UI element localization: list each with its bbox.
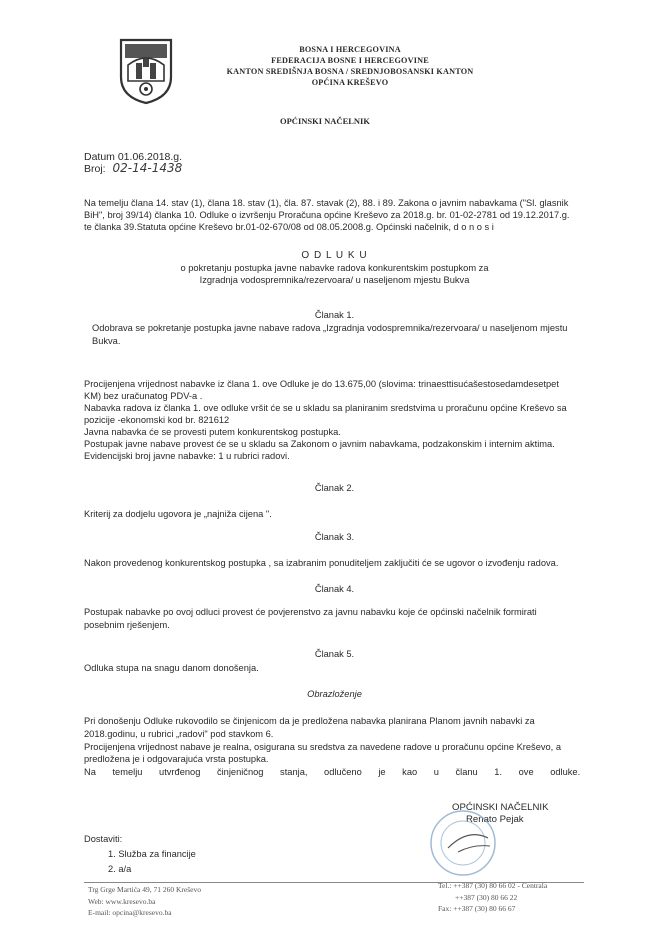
- article-4-text: posebnim rješenjem.: [84, 620, 170, 630]
- article-2-text: Kriterij za dodjelu ugovora je „najniža cijena ".: [84, 509, 272, 519]
- article-3-heading: Članak 3.: [314, 532, 355, 542]
- preamble-line: te članka 39.Statuta općine Kreševo br.01-02-670/08 od 08.05.2008.g. Općinski načelnik, d o n o s i: [84, 222, 494, 232]
- body-line: pozicije -ekonomski kod br. 821612: [84, 415, 230, 425]
- footer-phone: ++387 (30) 80 66 22: [455, 893, 518, 902]
- distribution-item: 2. a/a: [108, 864, 132, 874]
- rationale-line: Procijenjena vrijednost nabave je realna, osigurana su sredstva za navedene radove u proračunu općine Kreševo, a: [84, 742, 562, 752]
- decision-subtitle: o pokretanju postupka javne nabavke radova konkurentskim postupkom za: [180, 263, 489, 273]
- official-stamp: [428, 808, 498, 878]
- signature-title: OPĆINSKI NAČELNIK: [452, 802, 549, 813]
- document-number-label: Broj:: [84, 163, 106, 175]
- article-1-text: Bukva.: [92, 336, 121, 346]
- distribution-label: Dostaviti:: [84, 834, 123, 844]
- article-4-heading: Članak 4.: [314, 584, 355, 594]
- letterhead-federation: FEDERACIJA BOSNE I HERCEGOVINE: [271, 56, 429, 65]
- body-line: Evidencijski broj javne nabavke: 1 u rubrici radovi.: [84, 451, 290, 461]
- letterhead: [150, 44, 550, 88]
- rationale-line: Pri donošenju Odluke rukovodilo se činjenicom da je predložena nabavka planirana Planom javnih nabavki za: [84, 716, 535, 726]
- distribution-item: 1. Služba za financije: [108, 849, 196, 859]
- body-line: Postupak javne nabave provest će se u skladu sa Zakonom o javnim nabavkama, podzakonskim i internim aktima.: [84, 439, 555, 449]
- rationale-heading: Obrazloženje: [307, 689, 362, 699]
- article-1-heading: Članak 1.: [314, 310, 355, 320]
- preamble-line: BiH", broj 39/14) članka 10. Odluke o izvršenju Proračuna općine Kreševo za 2018.g. br. 01-02-2781 od 19.12.2017.g.: [84, 210, 570, 220]
- body-line: Procijenjena vrijednost nabavke iz člana 1. ove Odluke je do 13.675,00 (slovima: trinaesttisućašestosedamdesetpet: [84, 379, 559, 389]
- article-5-heading: Članak 5.: [314, 649, 355, 659]
- footer-phone: Tel.: ++387 (30) 80 66 02 - Centrala: [438, 881, 548, 890]
- body-line: Javna nabavka će se provesti putem konkurentskog postupka.: [84, 427, 341, 437]
- document-date: Datum 01.06.2018.g.: [84, 151, 183, 163]
- article-5-text: Odluka stupa na snagu danom donošenja.: [84, 663, 259, 673]
- article-2-heading: Članak 2.: [314, 483, 355, 493]
- article-4-text: Postupak nabavke po ovoj odluci provest će povjerenstvo za javnu nabavku koje će općinski načelnik formirati: [84, 607, 537, 617]
- office-title: OPĆINSKI NAČELNIK: [280, 116, 370, 126]
- decision-subtitle: Izgradnja vodospremnika/rezervoara/ u naseljenom mjestu Bukva: [199, 275, 470, 285]
- article-3-text: Nakon provedenog konkurentskog postupka , sa izabranim ponuditeljem zaključiti će se ugovor o izvođenju radova.: [84, 558, 559, 568]
- footer-web: Web: www.kresevo.ba: [88, 897, 156, 906]
- article-1-text: Odobrava se pokretanje postupka javne nabave radova „Izgradnja vodospremnika/rezervoara/ u naseljenom mjestu: [92, 323, 568, 333]
- body-line: KM) bez uračunatog PDV-a .: [84, 391, 203, 401]
- decision-heading: O D L U K U: [301, 250, 368, 261]
- letterhead-municipality: OPĆINA KREŠEVO: [311, 78, 389, 87]
- body-line: Nabavka radova iz članka 1. ove odluke vršit će se u skladu sa planiranim sredstvima u proračunu općine Kreševo sa: [84, 403, 567, 413]
- preamble-line: Na temelju članа 14. stav (1), člana 18. stav (1), čla. 87. stavak (2), 88. i 89. Zakona o javnim nabavkama ("Sl. glasnik: [84, 198, 569, 208]
- rationale-line: 2018.godinu, u rubrici „radovi" pod stavkom 6.: [84, 729, 274, 739]
- footer-address: Trg Grge Martića 49, 71 260 Kreševo: [88, 885, 201, 894]
- letterhead-country: BOSNA I HERCEGOVINA: [299, 45, 401, 54]
- rationale-line: Na temelju utvrđenog činjeničnog stanja, odlučeno je kao u članu 1. ove odluke.: [84, 767, 581, 777]
- footer-email: E-mail: opcina@kresevo.ba: [88, 908, 172, 917]
- signature-name: Renato Pejak: [466, 814, 524, 825]
- letterhead-canton: KANTON SREDIŠNJA BOSNA / SREDNJOBOSANSKI KANTON: [226, 67, 474, 76]
- footer-fax: Fax: ++387 (30) 80 66 67: [438, 904, 516, 913]
- document-number: [84, 162, 182, 175]
- document-number-handwritten: 02-14-1438: [112, 161, 183, 175]
- rationale-line: predložena je i odgovarajuća vrsta postupka.: [84, 754, 269, 764]
